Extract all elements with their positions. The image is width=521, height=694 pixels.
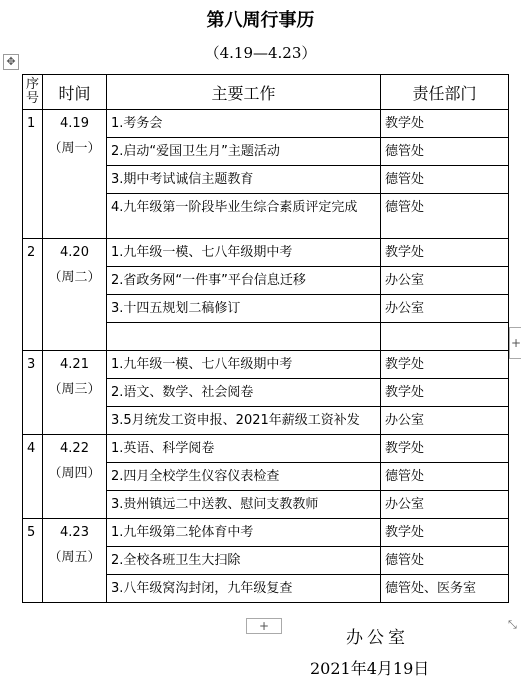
table-row: [23, 110, 509, 138]
add-column-button[interactable]: +: [509, 327, 521, 359]
dept-cell[interactable]: 德管处、医务室: [381, 575, 509, 603]
date-range: （4.19—4.23）: [204, 44, 317, 62]
row-weekday: （周一）: [48, 141, 101, 156]
task-cell[interactable]: 1.九年级第二轮体育中考: [107, 519, 381, 547]
dept-cell[interactable]: 德管处: [381, 463, 509, 491]
task-cell[interactable]: 3.十四五规划二稿修订: [107, 295, 381, 323]
row-time: [43, 519, 107, 603]
table-row: [23, 239, 509, 267]
row-date: 4.20: [60, 245, 89, 260]
row-time: [43, 239, 107, 351]
dept-cell[interactable]: 办公室: [381, 267, 509, 295]
task-cell[interactable]: [107, 323, 381, 351]
dept-cell[interactable]: 德管处: [381, 547, 509, 575]
dept-cell[interactable]: 办公室: [381, 407, 509, 435]
add-row-button[interactable]: +: [246, 618, 282, 634]
row-time: [43, 435, 107, 519]
dept-cell[interactable]: 教学处: [381, 379, 509, 407]
table-row: [23, 519, 509, 547]
row-time: [43, 351, 107, 435]
table-row: [23, 351, 509, 379]
task-cell[interactable]: 2.四月全校学生仪容仪表检查: [107, 463, 381, 491]
row-weekday: （周五）: [48, 550, 101, 565]
task-cell[interactable]: 3.期中考试诚信主题教育: [107, 166, 381, 194]
dept-cell[interactable]: 德管处: [381, 138, 509, 166]
task-cell[interactable]: 1.考务会: [107, 110, 381, 138]
row-number: 4: [23, 435, 43, 519]
header-row: [23, 75, 509, 110]
row-number: 2: [23, 239, 43, 351]
task-cell[interactable]: 1.九年级一模、七八年级期中考: [107, 351, 381, 379]
page-title: 第八周行事历: [206, 10, 315, 31]
row-number: 5: [23, 519, 43, 603]
row-time: [43, 110, 107, 239]
dept-cell[interactable]: 德管处: [381, 166, 509, 194]
table-resize-handle-icon[interactable]: ⤡: [508, 618, 517, 631]
table-row: [23, 435, 509, 463]
row-weekday: （周二）: [48, 270, 101, 285]
header-dept: 责任部门: [381, 75, 509, 110]
task-cell[interactable]: 3.八年级窝沟封闭，九年级复查: [107, 575, 381, 603]
signature-date: 2021年4月19日: [310, 659, 430, 678]
dept-cell[interactable]: 德管处: [381, 194, 509, 239]
dept-cell[interactable]: 教学处: [381, 519, 509, 547]
task-cell[interactable]: 1.英语、科学阅卷: [107, 435, 381, 463]
header-seq: 序号: [23, 75, 43, 110]
dept-cell[interactable]: [381, 323, 509, 351]
row-weekday: （周三）: [48, 382, 101, 397]
signature-office: 办公室: [346, 628, 409, 648]
schedule-table: [22, 74, 509, 603]
task-cell[interactable]: 2.语文、数学、社会阅卷: [107, 379, 381, 407]
row-date: 4.22: [60, 441, 89, 456]
dept-cell[interactable]: 办公室: [381, 295, 509, 323]
dept-cell[interactable]: 办公室: [381, 491, 509, 519]
dept-cell[interactable]: 教学处: [381, 351, 509, 379]
header-time: 时间: [43, 75, 107, 110]
task-cell[interactable]: 3.5月统发工资申报、2021年薪级工资补发: [107, 407, 381, 435]
task-cell[interactable]: 2.全校各班卫生大扫除: [107, 547, 381, 575]
dept-cell[interactable]: 教学处: [381, 110, 509, 138]
task-cell[interactable]: 3.贵州镇远二中送教、慰问支教教师: [107, 491, 381, 519]
dept-cell[interactable]: 教学处: [381, 239, 509, 267]
row-number: 1: [23, 110, 43, 239]
task-cell[interactable]: 2.省政务网“一件事”平台信息迁移: [107, 267, 381, 295]
row-number: 3: [23, 351, 43, 435]
row-date: 4.23: [60, 525, 89, 540]
task-cell[interactable]: 1.九年级一模、七八年级期中考: [107, 239, 381, 267]
table-move-handle-icon[interactable]: ✥: [3, 54, 19, 70]
row-weekday: （周四）: [48, 466, 101, 481]
row-date: 4.19: [60, 116, 89, 131]
dept-cell[interactable]: 教学处: [381, 435, 509, 463]
task-cell[interactable]: 4.九年级第一阶段毕业生综合素质评定完成: [107, 194, 381, 239]
task-cell[interactable]: 2.启动“爱国卫生月”主题活动: [107, 138, 381, 166]
header-work: 主要工作: [107, 75, 381, 110]
row-date: 4.21: [60, 357, 89, 372]
